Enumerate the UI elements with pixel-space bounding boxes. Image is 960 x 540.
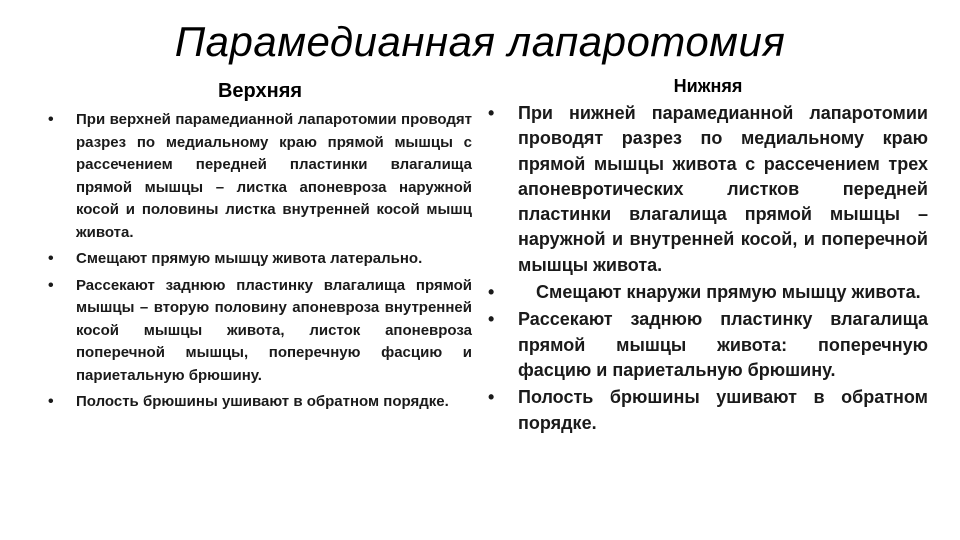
list-item bbox=[488, 307, 928, 383]
list-item-text: Рассекают заднюю пластинку влагалища прямой мышцы живота: поперечную фасцию и париетальную брюшину. bbox=[518, 309, 928, 380]
list-item bbox=[48, 248, 472, 271]
bullet-icon: • bbox=[48, 111, 54, 128]
bullet-icon: • bbox=[488, 103, 495, 123]
lower-heading: Нижняя bbox=[673, 76, 743, 96]
slide-title: Парамедианная лапаротомия bbox=[174, 18, 786, 65]
list-item-text: Рассекают заднюю пластинку влагалища прямой мышцы – вторую половину апоневроза внутренней косой мышцы живота, листок апоневроза поперечной мышцы, поперечную фасцию и париетальную брюшину. bbox=[76, 276, 472, 384]
upper-heading: Верхняя bbox=[217, 80, 303, 102]
lower-laparotomy-column bbox=[488, 76, 928, 438]
bullet-icon: • bbox=[48, 250, 54, 267]
list-item-text: Смещают кнаружи прямую мышцу живота. bbox=[536, 282, 921, 303]
upper-laparotomy-column bbox=[48, 80, 472, 418]
lower-list bbox=[488, 101, 928, 436]
list-item bbox=[488, 101, 928, 278]
list-item-text: Полость брюшины ушивают в обратном порядке. bbox=[76, 393, 449, 410]
list-item bbox=[48, 109, 472, 244]
list-item bbox=[488, 385, 928, 436]
bullet-icon: • bbox=[488, 387, 495, 408]
upper-list bbox=[48, 109, 472, 414]
list-item-text: При нижней парамедианной лапаротомии проводят разрез по медиальному краю прямой мышцы живота с рассечением трех апоневротических листков передней пластинки влагалища прямой мышцы – наружной и внутренней косой, и поперечной мышцы живота. bbox=[518, 103, 928, 275]
bullet-icon: • bbox=[48, 276, 54, 294]
bullet-icon: • bbox=[48, 393, 54, 410]
bullet-icon: • bbox=[488, 309, 495, 330]
list-item-text: Полость брюшины ушивают в обратном порядке. bbox=[518, 387, 928, 433]
list-item bbox=[488, 280, 928, 305]
list-item-text: При верхней парамедианной лапаротомии проводят разрез по медиальному краю прямой мышцы с рассечением передней пластинки влагалища прямой мышцы – листка апоневроза наружной косой и половины листка внутренней косой мышц живота. bbox=[76, 111, 472, 241]
list-item-text: Смещают прямую мышцу живота латерально. bbox=[76, 250, 423, 267]
list-item bbox=[48, 391, 472, 414]
bullet-icon: • bbox=[488, 282, 495, 303]
list-item bbox=[48, 275, 472, 388]
